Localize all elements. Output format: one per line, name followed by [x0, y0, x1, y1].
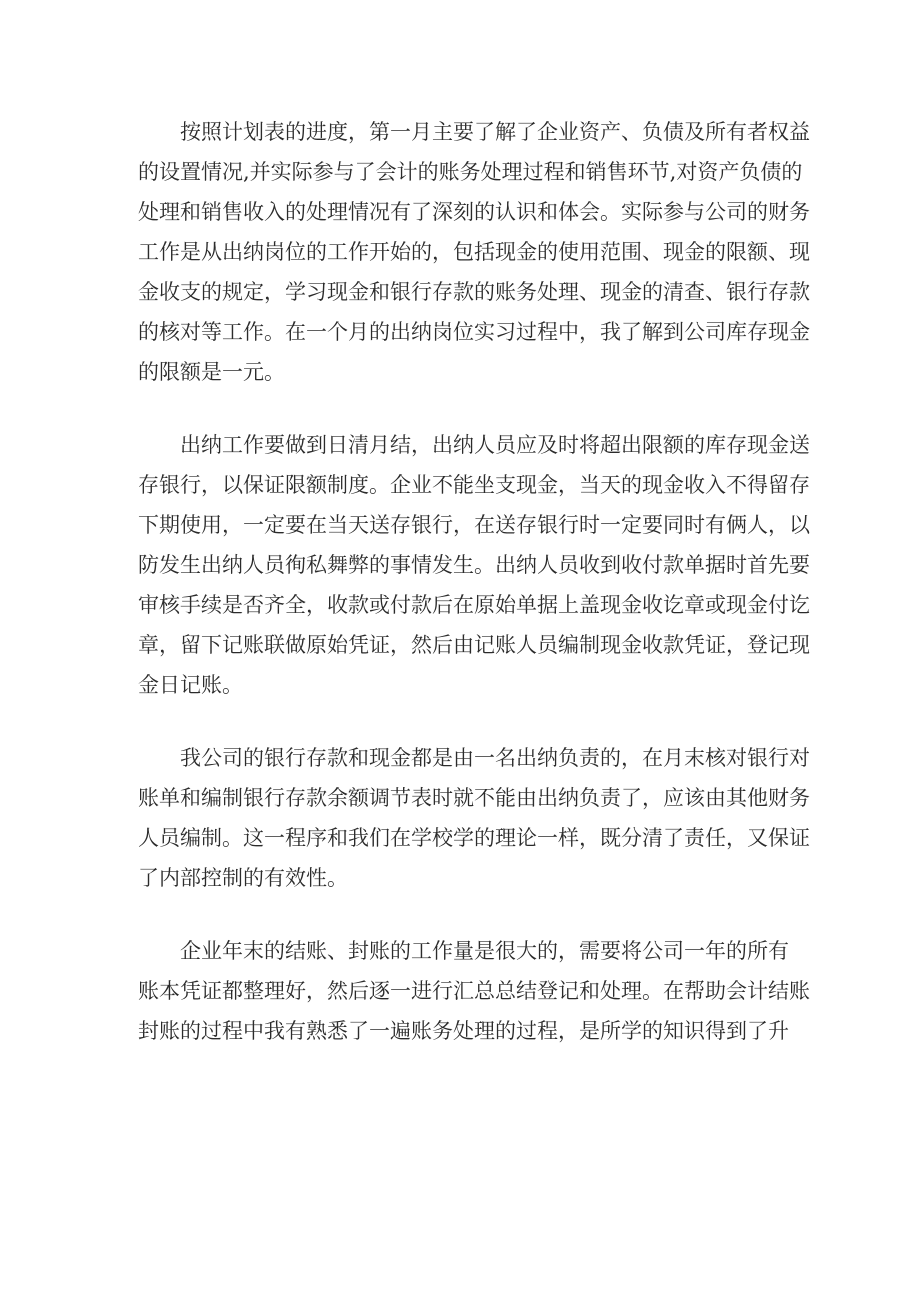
document-body	[138, 112, 810, 1084]
text-line: 人员编制。这一程序和我们在学校学的理论一样，既分清了责任，又保证	[138, 826, 810, 850]
text-line: 我公司的银行存款和现金都是由一名出纳负责的，在月末核对银行对	[180, 746, 810, 770]
paragraph-4	[138, 931, 810, 1051]
text-line: 了内部控制的有效性。	[138, 866, 348, 890]
text-line: 的核对等工作。在一个月的出纳岗位实习过程中，我了解到公司库存现金	[138, 320, 810, 344]
text-line: 存银行，以保证限额制度。企业不能坐支现金，当天的现金收入不得留存	[138, 473, 810, 497]
text-line: 按照计划表的进度，第一月主要了解了企业资产、负债及所有者权益	[180, 120, 810, 144]
paragraph-1	[138, 112, 810, 392]
text-line: 章，留下记账联做原始凭证，然后由记账人员编制现金收款凭证，登记现	[138, 633, 810, 657]
text-line: 处理和销售收入的处理情况有了深刻的认识和体会。实际参与公司的财务	[138, 200, 810, 224]
text-line: 金收支的规定，学习现金和银行存款的账务处理、现金的清查、银行存款	[138, 280, 810, 304]
text-line: 审核手续是否齐全，收款或付款后在原始单据上盖现金收讫章或现金付讫	[138, 593, 810, 617]
text-line: 金日记账。	[138, 673, 243, 697]
text-line: 账本凭证都整理好，然后逐一进行汇总总结登记和处理。在帮助会计结账	[138, 979, 810, 1003]
text-line: 封账的过程中我有熟悉了一遍账务处理的过程，是所学的知识得到了升	[138, 1019, 789, 1043]
paragraph-3	[138, 738, 810, 898]
text-line: 工作是从出纳岗位的工作开始的，包括现金的使用范围、现金的限额、现	[138, 240, 810, 264]
text-line: 下期使用，一定要在当天送存银行，在送存银行时一定要同时有俩人，以	[138, 513, 810, 537]
paragraph-2	[138, 425, 810, 705]
text-line: 的设置情况,并实际参与了会计的账务处理过程和销售环节,对资产负债的	[138, 160, 803, 184]
text-line: 账单和编制银行存款余额调节表时就不能由出纳负责了，应该由其他财务	[138, 786, 810, 810]
text-line: 的限额是一元。	[138, 360, 285, 384]
text-line: 出纳工作要做到日清月结，出纳人员应及时将超出限额的库存现金送	[180, 433, 810, 457]
text-line: 企业年末的结账、封账的工作量是很大的，需要将公司一年的所有	[180, 939, 789, 963]
text-line: 防发生出纳人员徇私舞弊的事情发生。出纳人员收到收付款单据时首先要	[138, 553, 810, 577]
